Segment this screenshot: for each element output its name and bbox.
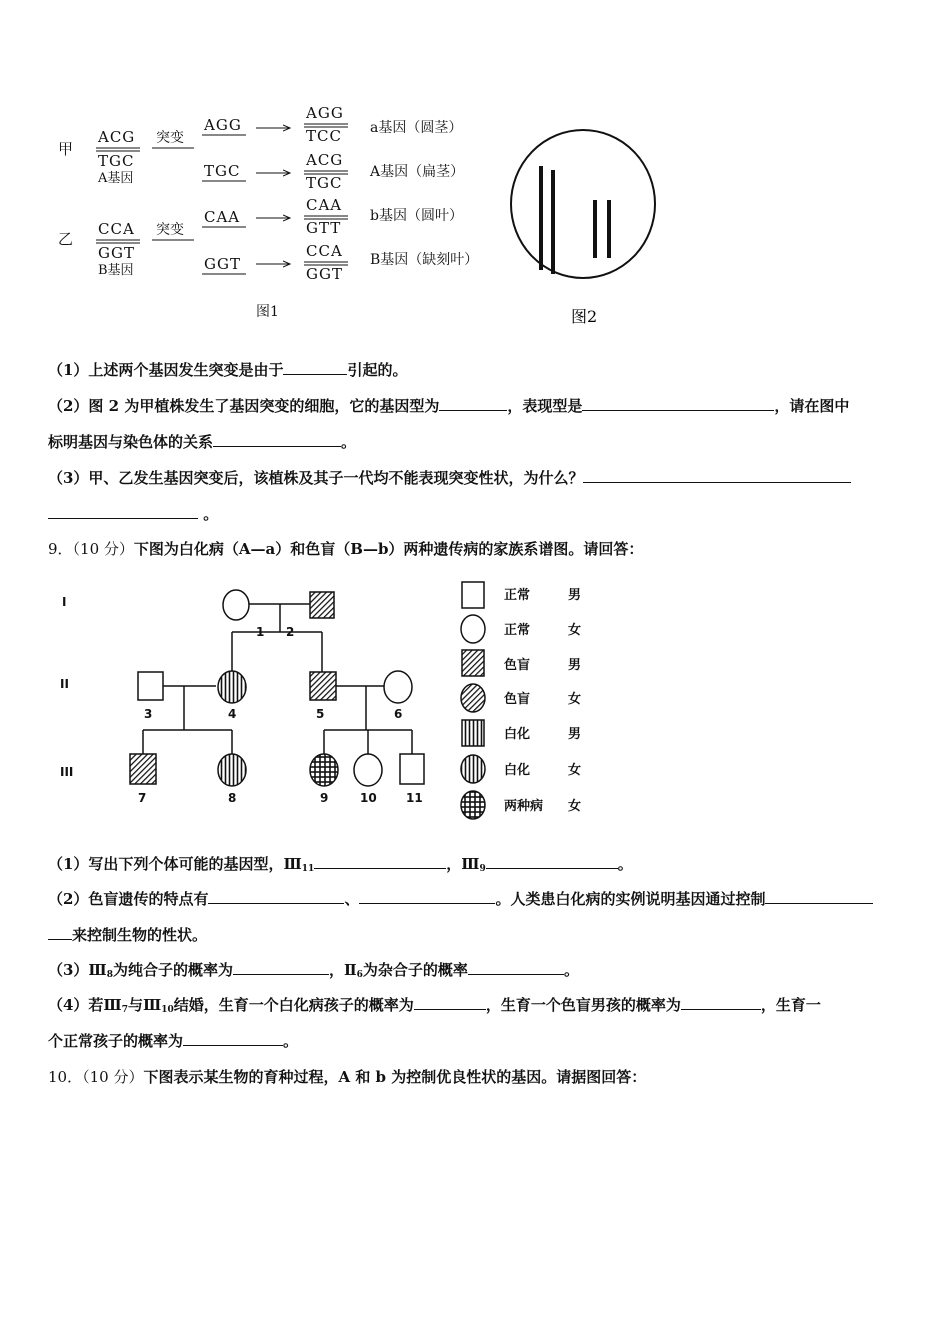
ind-label-3: 3 — [144, 707, 153, 721]
q9-part4: （4）若$Ⅲ_7$与$Ⅲ_{10}$结婚，生育一个白化病孩子的概率为 ，生育一个色盲男孩的概率为 ，生育一 — [48, 993, 908, 1022]
q9-part2: （2）色盲遗传的特点有 、 。人类患白化病的实例说明基因通过控制 — [48, 887, 908, 911]
fig2-caption: 图2 — [571, 307, 598, 326]
legend-symbol-both-female — [461, 791, 485, 819]
ind-label-10: 10 — [360, 791, 377, 805]
legend-symbol-normal-female — [461, 615, 485, 643]
b-res2-top: CCA — [306, 242, 343, 260]
answer-blank[interactable] — [213, 430, 341, 447]
individual-3 — [138, 672, 163, 700]
b-mut2: GGT — [204, 255, 241, 273]
label-jia: 甲 — [58, 140, 74, 158]
b-res1-bottom: GTT — [306, 219, 342, 237]
q9-part3: $(3)Ⅲ_8$为纯合子的概率为 ，$Ⅱ_6$为杂合子的概率 。 — [48, 958, 908, 987]
legend-6-a: 两种病 — [504, 799, 544, 814]
legend-1-b: 女 — [568, 623, 582, 638]
figure-2 — [505, 128, 665, 338]
legend-4-b: 男 — [568, 727, 582, 742]
legend-symbol-colorblind-female — [461, 684, 485, 712]
a-mut2: TGC — [204, 162, 241, 180]
a-res2-label: A基因（扁茎） — [370, 164, 465, 180]
q9-part1: （1）写出下列个体可能的基因型，$Ⅲ_{11}$ ，$Ⅲ_9$ 。 — [48, 852, 908, 881]
b-res1-top: CAA — [306, 196, 343, 214]
answer-blank[interactable] — [183, 1029, 283, 1046]
individual-6 — [384, 671, 412, 703]
a-gene-top: ACG — [98, 128, 136, 146]
legend-4-a: 白化 — [504, 727, 531, 742]
legend-0-b: 男 — [568, 588, 582, 603]
b-gene-label: B基因 — [98, 263, 134, 278]
answer-blank[interactable] — [48, 923, 72, 940]
individual-7 — [130, 754, 156, 784]
legend-symbol-albino-female — [461, 755, 485, 783]
gen-label-1: I — [62, 595, 67, 609]
a-res2-bottom: TGC — [306, 174, 343, 192]
individual-4 — [218, 671, 246, 703]
legend-2-a: 色盲 — [504, 658, 531, 673]
answer-blank[interactable] — [314, 852, 446, 869]
legend-1-a: 正常 — [504, 623, 531, 638]
answer-blank[interactable] — [486, 852, 618, 869]
a-res1-label: a基因（圆茎） — [370, 120, 463, 136]
legend-5-a: 白化 — [504, 763, 531, 778]
gen-label-3: III — [60, 765, 74, 779]
ind-label-2: 2 — [286, 625, 295, 639]
mutation-label-a: 突变 — [156, 130, 184, 146]
individual-10 — [354, 754, 382, 786]
answer-blank[interactable] — [414, 993, 486, 1010]
answer-blank[interactable] — [208, 887, 344, 904]
answer-blank[interactable] — [439, 394, 507, 411]
label-yi: 乙 — [58, 230, 74, 248]
q9-part2-cont: 来控制生物的性状。 — [48, 923, 908, 947]
gen-label-2: II — [60, 677, 69, 691]
answer-blank[interactable] — [283, 358, 347, 375]
ind-label-1: 1 — [256, 625, 265, 639]
q8-part1: （1）上述两个基因发生突变是由于 引起的。 — [48, 358, 908, 382]
a-gene-label: A基因 — [98, 171, 134, 186]
answer-blank[interactable] — [359, 887, 495, 904]
fig1-caption: 图1 — [256, 304, 279, 320]
answer-blank[interactable] — [765, 887, 873, 904]
legend-symbol-albino-male — [462, 720, 484, 746]
mutation-label-b: 突变 — [156, 222, 184, 238]
legend-3-b: 女 — [568, 692, 582, 707]
q9-heading: 9．（10 分）下图为白化病（A—a）和色盲（B—b）两种遗传病的家族系谱图。请回答： — [48, 540, 644, 558]
b-gene-top: CCA — [98, 220, 135, 238]
ind-label-9: 9 — [320, 791, 329, 805]
a-res2-top: ACG — [306, 151, 344, 169]
a-res1-top: AGG — [306, 104, 344, 122]
individual-8 — [218, 754, 246, 786]
q10-heading: 10．（10 分）下图表示某生物的育种过程，A 和 b 为控制优良性状的基因。请据图回答： — [48, 1068, 647, 1086]
ind-label-8: 8 — [228, 791, 237, 805]
ind-label-7: 7 — [138, 791, 147, 805]
q8-part3: （3）甲、乙发生基因突变后，该植株及其子一代均不能表现突变性状，为什么？ — [48, 466, 908, 490]
ind-label-4: 4 — [228, 707, 237, 721]
q8-part2-cont: 标明基因与染色体的关系 。 — [48, 430, 908, 454]
q9-part4-cont: 个正常孩子的概率为 。 — [48, 1029, 908, 1053]
answer-blank[interactable] — [48, 502, 198, 519]
ind-label-11: 11 — [406, 791, 423, 805]
answer-blank[interactable] — [583, 466, 851, 483]
a-mut1: AGG — [204, 116, 242, 134]
legend-symbol-normal-male — [462, 582, 484, 608]
answer-blank[interactable] — [468, 958, 564, 975]
legend-symbol-colorblind-male — [462, 650, 484, 676]
pedigree-chart — [48, 570, 608, 830]
individual-9 — [310, 754, 338, 786]
individual-11 — [400, 754, 424, 784]
legend-5-b: 女 — [568, 763, 582, 778]
ind-label-6: 6 — [394, 707, 403, 721]
legend-2-b: 男 — [568, 658, 582, 673]
q8-part2: （2）图 2 为甲植株发生了基因突变的细胞，它的基因型为 ，表现型是 ，请在图中 — [48, 394, 908, 418]
figure-1 — [48, 96, 508, 326]
b-gene-bottom: GGT — [98, 244, 135, 262]
legend-3-a: 色盲 — [504, 692, 531, 707]
individual-2 — [310, 592, 334, 618]
answer-blank[interactable] — [233, 958, 329, 975]
answer-blank[interactable] — [582, 394, 774, 411]
ind-label-5: 5 — [316, 707, 325, 721]
answer-blank[interactable] — [681, 993, 761, 1010]
individual-5 — [310, 672, 336, 700]
b-res1-label: b基因（圆叶） — [370, 208, 463, 224]
a-gene-bottom: TGC — [98, 152, 135, 170]
legend-6-b: 女 — [568, 799, 582, 814]
b-mut1: CAA — [204, 208, 241, 226]
individual-1 — [223, 590, 249, 620]
q8-part3-cont: 。 — [48, 502, 908, 526]
b-res2-label: B基因（缺刻叶） — [370, 252, 479, 268]
a-res1-bottom: TCC — [306, 127, 342, 145]
b-res2-bottom: GGT — [306, 265, 343, 283]
legend-0-a: 正常 — [504, 588, 531, 603]
